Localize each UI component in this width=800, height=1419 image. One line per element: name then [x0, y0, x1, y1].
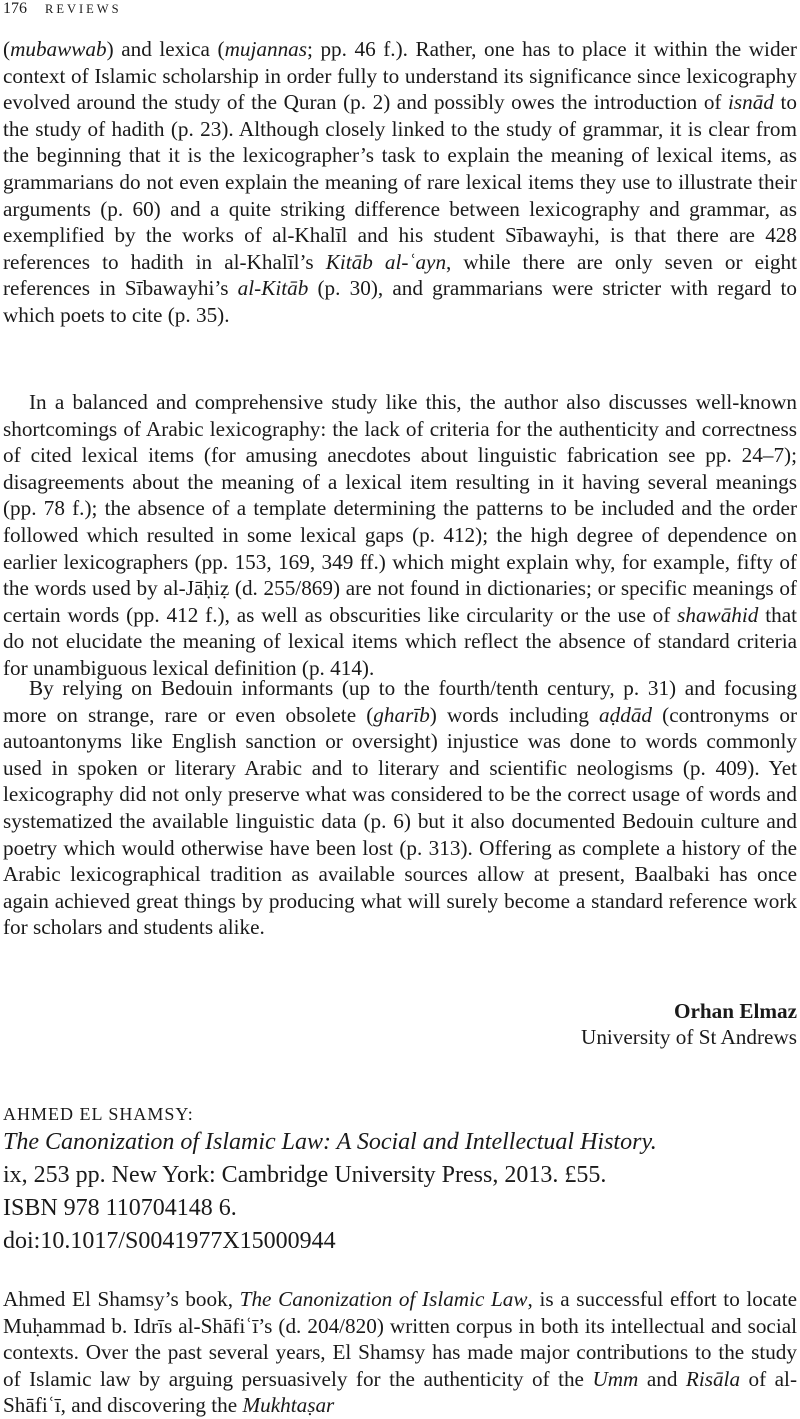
italic-term: mubawwab — [10, 37, 107, 61]
italic-term: isnād — [728, 90, 774, 115]
italic-term: aḍdād — [599, 702, 653, 727]
italic-term: The Canonization of Islamic Law — [239, 1287, 528, 1311]
italic-term: Kitāb al-ʿayn — [325, 249, 447, 274]
italic-term: mujannas — [224, 37, 307, 61]
italic-term: shawāhid — [677, 602, 759, 627]
review1-paragraph-3: By relying on Bedouin informants (up to the fourth/tenth century, p. 31) and focusing more on strange, rare or even obsolete (gharīb) words including aḍdād (contronyms or autoantonyms like English sanction or oversight) injustice was done to words commonly used in spoken or literary Arabic and to literary and scientific neologisms (p. 409). Yet lexicography did not only preserve what was considered to be the correct usage of words and systematized the available linguistic data (p. 6) but it also documented Bedouin culture and poetry which would otherwise have been lost (p. 313). Offering as complete a history of the Arabic lexicographical tradition as available sources allow at present, Baalbaki has once again achieved great things by producing what will surely become a standard reference work for scholars and students alike. — [3, 676, 798, 940]
book-doi: doi:10.1017/S0041977X15000944 — [3, 1228, 336, 1254]
reviewer-affiliation: University of St Andrews — [581, 1025, 797, 1049]
review1-paragraph-1: (mubawwab) and lexica (mujannas; pp. 46 f.). Rather, one has to place it within the wider context of Islamic scholarship in order fully to understand its significance since lexicography evolved around the study of the Quran (p. 2) and possibly owes the introduction of isnād to the study of hadith (p. 23). Although closely linked to the study of grammar, it is clear from the beginning that it is the lexicographer’s task to explain the meaning of lexical items, as grammarians do not even explain the meaning of rare lexical items they use to illustrate their arguments (p. 60) and a quite striking difference between lexicography and grammar, as exemplified by the works of al-Khalīl and his student Sībawayhi, is that there are 428 references to hadith in al-Khalīl’s Kitāb al-ʿayn, while there are only seven or eight references in Sībawayhi’s al-Kitāb (p. 30), and grammarians were stricter with regard to which poets to cite (p. 35). — [3, 37, 798, 327]
review2-bibliographic-entry — [3, 1126, 797, 1258]
italic-term: Umm — [592, 1366, 639, 1391]
book-title: The Canonization of Islamic Law: A Social and Intellectual History. — [3, 1129, 657, 1155]
review2-book-author: AHMED EL SHAMSY: — [3, 1104, 194, 1124]
review2-paragraph-1: Ahmed El Shamsy’s book, The Canonization of Islamic Law, is a successful effort to locate Muḥammad b. Idrīs al-Shāfiʿī’s (d. 204/820) written corpus in both its intellectual and social contexts. Over the past several years, El Shamsy has made major contributions to the study of Islamic law by arguing persuasively for the authenticity of the Umm and Risāla of al-Shāfiʿī, and discovering the Mukhtaṣar — [3, 1287, 798, 1418]
reviewer-name: Orhan Elmaz — [673, 999, 797, 1023]
running-header — [3, 0, 122, 22]
italic-term: Risāla — [685, 1366, 741, 1391]
book-isbn: ISBN 978 110704148 6. — [3, 1195, 237, 1221]
italic-term: gharīb — [373, 702, 430, 727]
running-head-title: REVIEWS — [45, 2, 122, 16]
page-number: 176 — [3, 0, 27, 17]
italic-term: Mukhtaṣar — [242, 1393, 335, 1418]
book-publication-info: ix, 253 pp. New York: Cambridge University Press, 2013. £55. — [3, 1162, 607, 1188]
review1-paragraph-2: In a balanced and comprehensive study like this, the author also discusses well-known shortcomings of Arabic lexicography: the lack of criteria for the authenticity and correctness of cited lexical items (for amusing anecdotes about linguistic fabrication see pp. 24–7); disagreements about the meaning of a lexical item resulting in it having several meanings (pp. 78 f.); the absence of a template determining the patterns to be included and the order followed which resulted in some lexical gaps (p. 412); the high degree of dependence on earlier lexicographers (pp. 153, 169, 349 ff.) which might explain why, for example, fifty of the words used by al-Jāḥiẓ (d. 255/869) are not found in dictionaries; or specific meanings of certain words (pp. 412 f.), as well as obscurities like circularity or the use of shawāhid that do not elucidate the meaning of lexical items which reflect the absence of standard criteria for unambiguous lexical definition (p. 414). — [3, 390, 797, 680]
italic-term: al-Kitāb — [237, 276, 309, 301]
reviewer-signature — [581, 998, 797, 1050]
